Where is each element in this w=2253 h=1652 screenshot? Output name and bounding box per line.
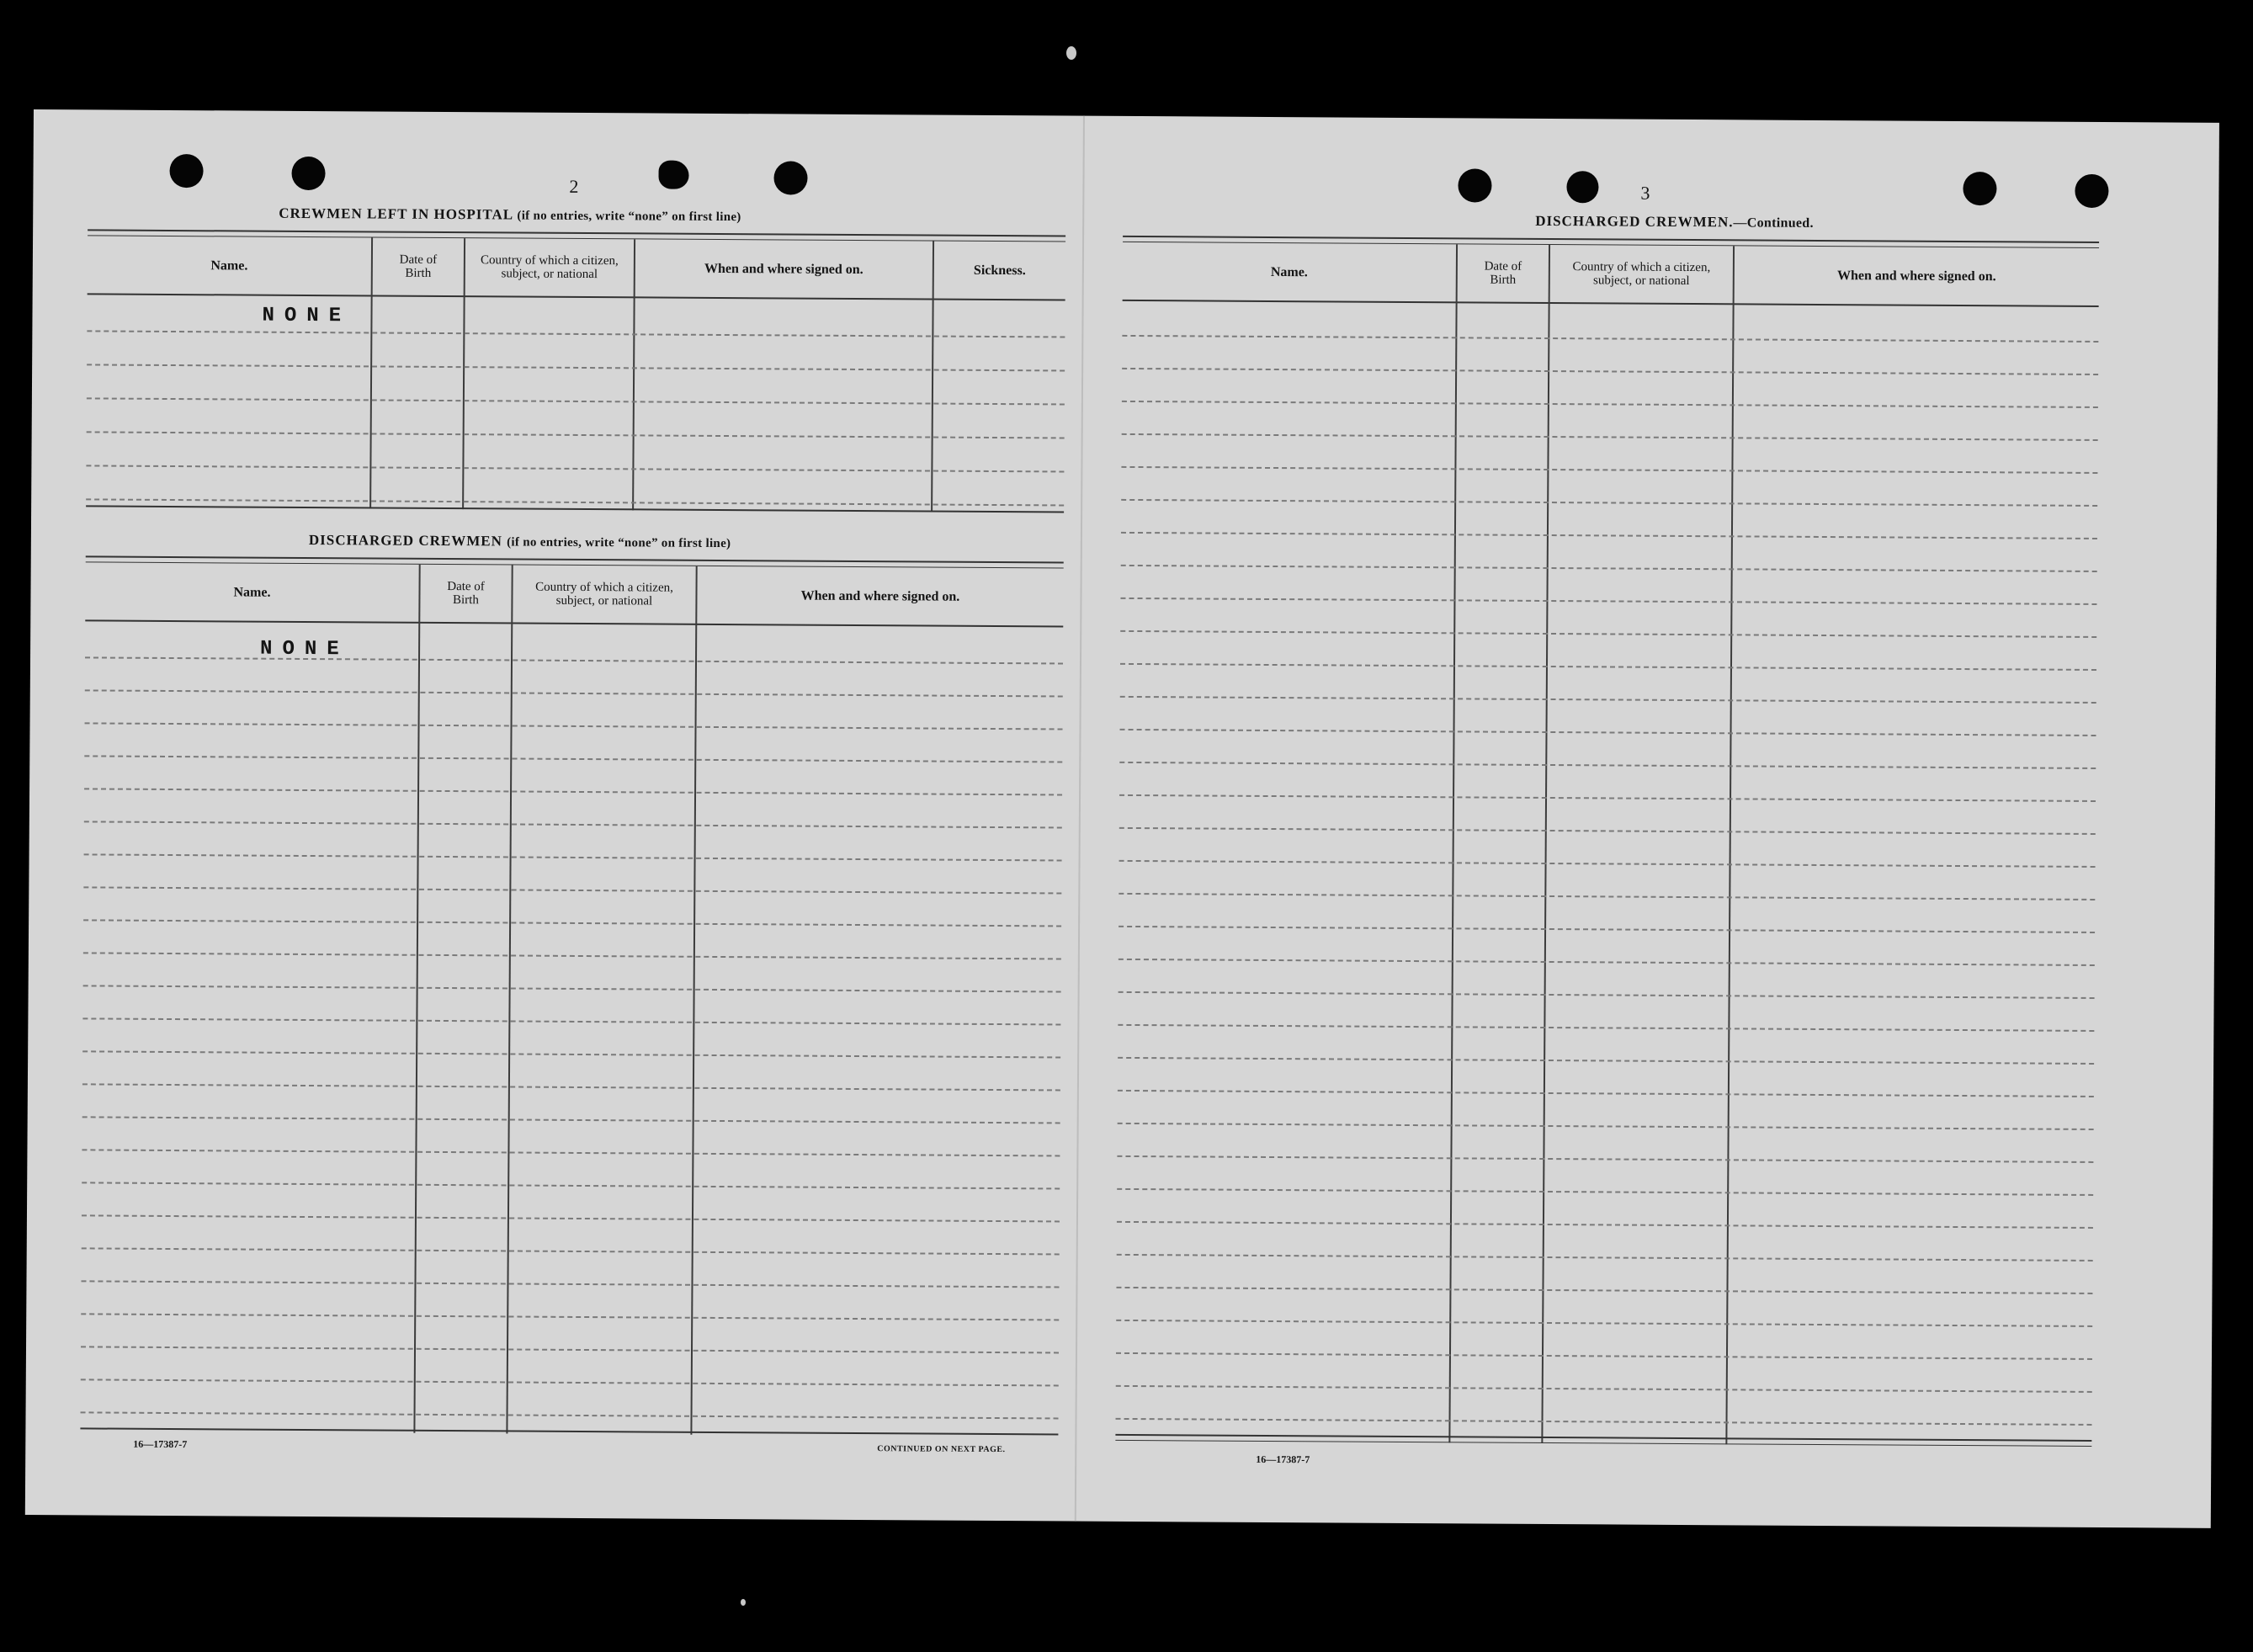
page-number: 3 [1640, 182, 1650, 204]
table-row-line [1118, 1024, 2094, 1032]
discharged-table [80, 555, 1063, 1437]
col-header-country: Country of which a citizen, subject, or national [1572, 260, 1711, 289]
section-title-text: CREWMEN LEFT IN HOSPITAL [279, 205, 513, 223]
table-row-line [1122, 433, 2098, 441]
table-row-line [1119, 762, 2096, 769]
table-row-line [87, 330, 1065, 337]
table-header [85, 562, 1063, 627]
table-row-line [1119, 959, 2095, 966]
table-row-line [85, 722, 1063, 730]
col-header-dob: Date of Birth [447, 580, 485, 608]
table-row-line [1119, 860, 2096, 868]
table-header [1123, 242, 2099, 307]
col-header-signed: When and where signed on. [704, 261, 863, 277]
table-row-line [87, 397, 1065, 405]
table-row-line [83, 952, 1061, 959]
table-row-line [81, 1411, 1059, 1419]
table-row-line [1119, 794, 2096, 802]
col-header-name: Name. [233, 584, 271, 600]
table-row-line [82, 1182, 1060, 1189]
table-row-line [82, 1247, 1060, 1255]
table-row-line [87, 364, 1065, 371]
table-row-line [1118, 1123, 2094, 1130]
table-row-line [1116, 1320, 2092, 1327]
punch-hole [1963, 172, 1996, 205]
table-row-line [1117, 1254, 2093, 1262]
table-row-line [1118, 1090, 2094, 1097]
section-title-hospital [279, 205, 741, 225]
discharged-continued-table [1115, 236, 2099, 1447]
col-header-signed: When and where signed on. [800, 588, 960, 604]
table-bottom-rule [80, 1427, 1058, 1435]
dust-speck [741, 1599, 746, 1606]
table-row-line [84, 821, 1062, 828]
col-header-name: Name. [210, 258, 248, 274]
table-row-line [86, 465, 1064, 472]
col-header-dob: Date of Birth [399, 252, 438, 280]
section-title-discharged [309, 532, 731, 551]
entry-none: NONE [260, 637, 349, 661]
table-row-line [1117, 1155, 2093, 1163]
table-row-line [1116, 1418, 2092, 1426]
table-row-line [84, 755, 1062, 762]
continued-note: CONTINUED ON NEXT PAGE. [877, 1444, 1006, 1455]
table-row-line [1119, 926, 2095, 933]
table-row-line [83, 919, 1061, 927]
table-row-line [82, 1214, 1060, 1222]
hospital-table [86, 229, 1065, 513]
col-header-dob: Date of Birth [1484, 259, 1522, 287]
dust-speck [1066, 46, 1076, 60]
column-divider [1541, 245, 1550, 1443]
table-row-line [85, 656, 1063, 664]
table-row-line [1120, 729, 2096, 736]
punch-hole [1566, 171, 1598, 203]
scanned-document [25, 109, 2219, 1528]
section-title-text: DISCHARGED CREWMEN [308, 532, 502, 550]
table-row-line [1120, 630, 2096, 638]
table-row-line [1121, 565, 2097, 572]
table-row-line [1116, 1385, 2092, 1393]
table-row-line [1122, 335, 2098, 343]
table-row-line [1120, 663, 2096, 671]
column-divider [690, 566, 697, 1435]
table-row-line [1121, 499, 2097, 507]
table-row-line [81, 1378, 1059, 1386]
table-row-line [87, 431, 1065, 438]
table-row-line [84, 853, 1062, 861]
column-divider [506, 565, 513, 1433]
punch-hole [291, 157, 325, 190]
table-row-line [1121, 466, 2097, 474]
table-row-line [1118, 1057, 2094, 1065]
col-header-country: Country of which a citizen, subject, or national [535, 580, 673, 608]
section-note: (if no entries, write “none” on first line) [507, 535, 731, 551]
table-row-line [82, 1083, 1060, 1091]
column-divider [1448, 244, 1458, 1442]
table-row-line [1119, 991, 2095, 999]
punch-hole [169, 154, 203, 188]
table-row-line [1119, 893, 2095, 900]
table-row-line [85, 689, 1063, 697]
col-header-signed: When and where signed on. [1836, 268, 1996, 284]
section-note: (if no entries, write “none” on first line) [517, 209, 741, 225]
col-header-sickness: Sickness. [973, 263, 1026, 278]
table-row-line [82, 1017, 1060, 1025]
punch-hole [2075, 174, 2108, 208]
table-row-line [1121, 532, 2097, 539]
table-row-line [83, 985, 1061, 992]
table-row-line [1116, 1352, 2092, 1360]
table-header [88, 236, 1065, 300]
form-number: 16—17387-7 [1256, 1453, 1310, 1466]
table-bottom-rule [86, 505, 1064, 513]
section-title-discharged-continued [1535, 213, 1814, 231]
col-header-country: Country of which a citizen, subject, or national [481, 253, 619, 282]
punch-hole [773, 161, 807, 194]
table-row-line [1122, 368, 2098, 375]
table-row-line [86, 498, 1064, 506]
table-row-line [82, 1149, 1060, 1156]
section-title-suffix: —Continued. [1733, 215, 1814, 231]
punch-hole [658, 161, 688, 189]
table-row-line [81, 1280, 1059, 1288]
table-row-line [83, 886, 1061, 894]
table-row-line [1117, 1188, 2093, 1196]
table-row-line [1117, 1221, 2093, 1229]
table-bottom-rule [1115, 1434, 2091, 1447]
entry-none: NONE [262, 304, 352, 328]
table-row-line [1120, 598, 2096, 605]
col-header-name: Name. [1270, 264, 1308, 279]
table-row-line [1120, 696, 2096, 704]
table-row-line [84, 788, 1062, 795]
page-number: 2 [569, 175, 579, 197]
table-row-line [81, 1313, 1059, 1320]
table-row-line [82, 1050, 1060, 1058]
table-row-line [1119, 827, 2096, 835]
table-row-line [82, 1116, 1060, 1123]
section-title-text: DISCHARGED CREWMEN. [1535, 212, 1734, 231]
column-divider [413, 565, 420, 1433]
table-row-line [1122, 401, 2098, 408]
table-row-line [1116, 1287, 2092, 1294]
punch-hole [1458, 168, 1491, 202]
table-row-line [81, 1346, 1059, 1353]
column-divider [1725, 246, 1735, 1444]
left-page [25, 109, 1083, 1522]
form-number: 16—17387-7 [133, 1437, 188, 1451]
right-page [1077, 116, 2219, 1528]
